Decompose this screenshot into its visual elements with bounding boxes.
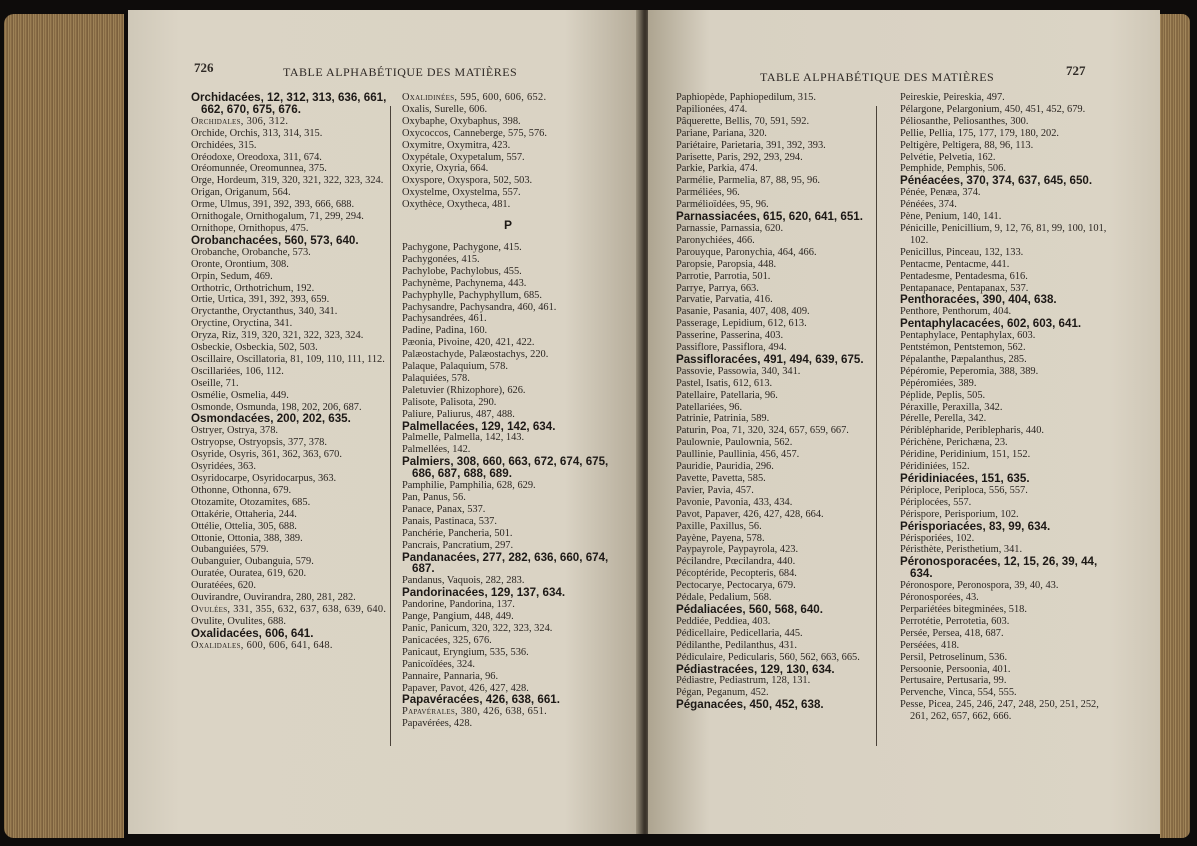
index-entry: Pannaire, Pannaria, 96. bbox=[402, 670, 499, 682]
index-entry: Orpin, Sedum, 469. bbox=[191, 270, 273, 282]
index-entry: Pécoptéride, Pecopteris, 684. bbox=[676, 568, 797, 580]
index-entry: Oscillariées, 106, 112. bbox=[191, 365, 284, 377]
index-entry: Panais, Pastinaca, 537. bbox=[402, 515, 497, 527]
index-entry: Orchidacées, 12, 312, 313, 636, 661, 662, 670, 675, 676. bbox=[191, 91, 387, 116]
index-entry: Pellie, Pellia, 175, 177, 179, 180, 202. bbox=[900, 127, 1060, 139]
index-entry: Péronosporacées, 12, 15, 26, 39, 44, 634. bbox=[900, 555, 1098, 581]
index-entry: Pachygone, Pachygone, 415. bbox=[402, 241, 522, 253]
index-entry: Oxymitre, Oxymitra, 423. bbox=[402, 139, 511, 151]
index-entry: Ouratéées, 620. bbox=[191, 580, 256, 592]
left-col-2 bbox=[402, 92, 614, 730]
index-entry: Orme, Ulmus, 391, 392, 393, 666, 688. bbox=[191, 199, 355, 211]
index-entry: Périspore, Perisporium, 102. bbox=[900, 508, 1019, 520]
index-entry: Osyridocarpe, Osyridocarpus, 363. bbox=[191, 473, 337, 484]
index-entry: Panchérie, Pancheria, 501. bbox=[402, 527, 513, 539]
index-entry: Payène, Payena, 578. bbox=[676, 532, 765, 544]
index-entry: Penicillus, Pinceau, 132, 133. bbox=[900, 246, 1024, 258]
index-entry: Oxalidales, 600, 606, 641, 648. bbox=[191, 639, 333, 651]
index-entry: Orobanchacées, 560, 573, 640. bbox=[191, 233, 359, 247]
index-entry: Oxalidacées, 606, 641. bbox=[191, 626, 314, 640]
index-entry: Oscillaire, Oscillatoria, 81, 109, 110, 111, 112. bbox=[191, 353, 385, 365]
index-entry: Pandanus, Vaquois, 282, 283. bbox=[402, 575, 525, 587]
index-entry: Padine, Padina, 160. bbox=[402, 325, 488, 337]
index-entry: Périplocées, 557. bbox=[900, 496, 972, 508]
index-entry: Parnassie, Parnassia, 620. bbox=[676, 222, 784, 234]
index-entry: Pépéromie, Peperomia, 388, 389. bbox=[900, 365, 1039, 377]
right-page-edges bbox=[1160, 14, 1190, 838]
index-entry: Parvatie, Parvatia, 416. bbox=[676, 294, 773, 306]
index-entry: Périblépharide, Periblepharis, 440. bbox=[900, 425, 1044, 437]
index-entry: Panic, Panicum, 320, 322, 323, 324. bbox=[402, 622, 553, 634]
index-entry: Péridiniées, 152. bbox=[900, 461, 970, 473]
column-rule bbox=[876, 106, 877, 746]
left-page-number: 726 bbox=[194, 60, 214, 75]
index-entry: Pertusaire, Pertusaria, 99. bbox=[900, 675, 1007, 687]
index-entry: Papaver, Pavot, 426, 427, 428. bbox=[402, 682, 529, 694]
right-col-1 bbox=[676, 92, 888, 711]
index-entry: Palaquiées, 578. bbox=[402, 372, 470, 384]
index-entry: Pariane, Pariana, 320. bbox=[676, 127, 767, 139]
index-entry: Pégan, Peganum, 452. bbox=[676, 687, 769, 699]
index-entry: Pentaphylace, Pentaphylax, 603. bbox=[900, 330, 1036, 342]
index-entry: Palmellées, 142. bbox=[402, 444, 471, 456]
index-entry: Panicacées, 325, 676. bbox=[402, 634, 492, 646]
index-entry: Ortie, Urtica, 391, 392, 393, 659. bbox=[191, 294, 330, 306]
index-entry: Osbeckie, Osbeckia, 502, 503. bbox=[191, 342, 318, 354]
index-entry: Pentapanace, Pentapanax, 537. bbox=[900, 282, 1029, 294]
index-entry: Oxyspore, Oxyspora, 502, 503. bbox=[402, 175, 533, 187]
index-entry: Origan, Origanum, 564. bbox=[191, 187, 291, 199]
index-entry: Pariétaire, Parietaria, 391, 392, 393. bbox=[676, 139, 826, 151]
index-entry: Palmellacées, 129, 142, 634. bbox=[402, 419, 556, 433]
index-entry: Péronosporées, 43. bbox=[900, 592, 979, 604]
index-entry: Oryza, Riz, 319, 320, 321, 322, 323, 324. bbox=[191, 330, 364, 342]
index-entry: Patrinie, Patrinia, 589. bbox=[676, 413, 770, 425]
index-entry: Ostryer, Ostrya, 378. bbox=[191, 425, 279, 437]
index-entry: Oryctine, Oryctina, 341. bbox=[191, 318, 293, 330]
index-entry: Pépéromiées, 389. bbox=[900, 377, 977, 389]
index-entry: Oréodoxe, Oreodoxa, 311, 674. bbox=[191, 151, 322, 163]
index-entry: Parrotie, Parrotia, 501. bbox=[676, 270, 771, 282]
index-entry: Paypayrole, Paypayrola, 423. bbox=[676, 544, 799, 556]
index-entry: Oxypétale, Oxypetalum, 557. bbox=[402, 151, 525, 163]
index-entry: Parrye, Parrya, 663. bbox=[676, 282, 759, 294]
index-entry: Orchidales, 306, 312. bbox=[191, 115, 289, 127]
index-entry: Péridine, Peridinium, 151, 152. bbox=[900, 449, 1031, 461]
index-entry: Palmiers, 308, 660, 663, 672, 674, 675, 686, 687, 688, 689. bbox=[402, 455, 609, 481]
index-entry: Pachygonées, 415. bbox=[402, 253, 480, 265]
index-entry: Parméliées, 96. bbox=[676, 187, 740, 199]
index-entry: Parouyque, Paronychia, 464, 466. bbox=[676, 246, 817, 258]
index-entry: Paturin, Poa, 71, 320, 324, 657, 659, 667. bbox=[676, 425, 849, 437]
left-col-1 bbox=[191, 92, 403, 652]
index-entry: Osmélie, Osmelia, 449. bbox=[191, 389, 289, 401]
index-entry: Pastel, Isatis, 612, 613. bbox=[676, 377, 773, 389]
index-entry: Pénée, Penæa, 374. bbox=[900, 187, 981, 199]
index-entry: Orchide, Orchis, 313, 314, 315. bbox=[191, 127, 323, 139]
right-page-number: 727 bbox=[1066, 63, 1086, 78]
index-entry: Pavette, Pavetta, 585. bbox=[676, 473, 766, 484]
index-entry: Passifloracées, 491, 494, 639, 675. bbox=[676, 352, 864, 366]
index-entry: Ovulées, 331, 355, 632, 637, 638, 639, 640. bbox=[191, 603, 387, 615]
index-entry: Orchidées, 315. bbox=[191, 139, 257, 151]
index-entry: Panicoïdées, 324. bbox=[402, 658, 476, 670]
index-entry: Oxyrie, Oxyria, 664. bbox=[402, 163, 489, 175]
index-entry: Pélargone, Pelargonium, 450, 451, 452, 679. bbox=[900, 103, 1086, 115]
index-entry: Oseille, 71. bbox=[191, 377, 239, 389]
index-entry: Pavier, Pavia, 457. bbox=[676, 484, 754, 496]
index-entry: Périchène, Perichæna, 23. bbox=[900, 437, 1008, 449]
index-entry: Perpariétées bitegminées, 518. bbox=[900, 603, 1027, 615]
index-entry: Oxybaphe, Oxybaphus, 398. bbox=[402, 115, 521, 127]
index-entry: Orge, Hordeum, 319, 320, 321, 322, 323, 324. bbox=[191, 175, 384, 187]
index-entry: Périploce, Periploca, 556, 557. bbox=[900, 484, 1028, 496]
index-entry: Osyridées, 363. bbox=[191, 461, 256, 473]
index-entry: Péliosanthe, Peliosanthes, 300. bbox=[900, 115, 1029, 127]
index-entry: Périsporiacées, 83, 99, 634. bbox=[900, 519, 1051, 533]
index-entry: Perséées, 418. bbox=[900, 639, 960, 651]
index-entry: Ouvirandre, Ouvirandra, 280, 281, 282. bbox=[191, 592, 356, 604]
index-entry: Pervenche, Vinca, 554, 555. bbox=[900, 687, 1017, 699]
index-entry: Peddiée, Peddiea, 403. bbox=[676, 615, 771, 627]
index-entry: Pédiculaire, Pedicularis, 560, 562, 663, 665. bbox=[676, 651, 860, 663]
index-entry: Passiflore, Passiflora, 494. bbox=[676, 342, 787, 354]
index-entry: Oronte, Orontium, 308. bbox=[191, 258, 289, 270]
index-entry: Passovie, Passowia, 340, 341. bbox=[676, 365, 801, 377]
index-entry: Ottonie, Ottonia, 388, 389. bbox=[191, 532, 303, 544]
right-col-2 bbox=[900, 92, 1112, 723]
index-entry: Pédiastracées, 129, 130, 634. bbox=[676, 662, 835, 676]
index-entry: Panace, Panax, 537. bbox=[402, 503, 486, 515]
index-entry: Pédiastre, Pediastrum, 128, 131. bbox=[676, 675, 811, 687]
index-entry: Palæostachyde, Palæostachys, 220. bbox=[402, 349, 549, 361]
index-entry: Pavonie, Pavonia, 433, 434. bbox=[676, 496, 793, 508]
index-entry: Péronospore, Peronospora, 39, 40, 43. bbox=[900, 580, 1059, 592]
index-entry: Palmelle, Palmella, 142, 143. bbox=[402, 432, 525, 444]
index-entry: Ornithope, Ornithopus, 475. bbox=[191, 222, 309, 234]
index-entry: Pavot, Papaver, 426, 427, 428, 664. bbox=[676, 508, 824, 520]
index-entry: Oubanguier, Oubanguia, 579. bbox=[191, 556, 314, 568]
index-entry: Pandorinacées, 129, 137, 634. bbox=[402, 586, 566, 600]
right-page-header: TABLE ALPHABÉTIQUE DES MATIÈRES bbox=[760, 70, 995, 84]
index-entry: Othonne, Othonna, 679. bbox=[191, 484, 292, 496]
index-entry: Pène, Penium, 140, 141. bbox=[900, 211, 1002, 223]
index-entry: Pédicellaire, Pedicellaria, 445. bbox=[676, 627, 803, 639]
index-entry: Péraxille, Peraxilla, 342. bbox=[900, 401, 1003, 413]
index-entry: Patellaire, Patellaria, 96. bbox=[676, 389, 778, 401]
index-entry: Osmondacées, 200, 202, 635. bbox=[191, 412, 351, 426]
index-entry: Paropsie, Paropsia, 448. bbox=[676, 258, 777, 270]
index-entry: Pentaphylacacées, 602, 603, 641. bbox=[900, 317, 1082, 331]
index-entry: Pachysandre, Pachysandra, 460, 461. bbox=[402, 301, 557, 313]
index-entry: Pénéées, 374. bbox=[900, 199, 957, 211]
left-page-header: TABLE ALPHABÉTIQUE DES MATIÈRES bbox=[283, 65, 518, 79]
index-entry: Ottélie, Ottelia, 305, 688. bbox=[191, 520, 297, 532]
index-entry: Parmélioïdées, 95, 96. bbox=[676, 199, 769, 211]
index-entry: Passerage, Lepidium, 612, 613. bbox=[676, 318, 807, 330]
index-entry: Ottakérie, Ottaheria, 244. bbox=[191, 508, 297, 520]
index-entry: Panicaut, Eryngium, 535, 536. bbox=[402, 646, 529, 658]
index-entry: Pécilandre, Pœcilandra, 440. bbox=[676, 556, 796, 568]
index-entry: Oxystelme, Oxystelma, 557. bbox=[402, 187, 521, 199]
index-entry: Oxalis, Surelle, 606. bbox=[402, 103, 488, 115]
section-letter: P bbox=[503, 218, 512, 233]
index-entry: Ovulite, Ovulites, 688. bbox=[191, 615, 286, 627]
index-entry: Patellariées, 96. bbox=[676, 401, 743, 413]
index-entry: Paletuvier (Rhizophore), 626. bbox=[402, 384, 526, 396]
right-page bbox=[648, 10, 1160, 834]
index-entry: Pauridie, Pauridia, 296. bbox=[676, 461, 774, 473]
index-entry: Pandorine, Pandorina, 137. bbox=[402, 599, 515, 611]
index-entry: Pédaliacées, 560, 568, 640. bbox=[676, 602, 823, 616]
index-entry: Orthotric, Orthotrichum, 192. bbox=[191, 282, 315, 294]
index-entry: Parisette, Paris, 292, 293, 294. bbox=[676, 151, 803, 163]
index-entry: Peireskie, Peireskia, 497. bbox=[900, 92, 1005, 103]
index-entry: Ornithogale, Ornithogalum, 71, 299, 294. bbox=[191, 211, 364, 223]
index-entry: Péplide, Peplis, 505. bbox=[900, 389, 986, 401]
index-entry: Pachylobe, Pachylobus, 455. bbox=[402, 265, 522, 277]
index-entry: Péristhète, Peristhetium, 341. bbox=[900, 544, 1023, 556]
index-entry: Pentacme, Pentacme, 441. bbox=[900, 258, 1010, 270]
index-entry: Persée, Persea, 418, 687. bbox=[900, 627, 1004, 639]
index-entry: Otozamite, Otozamites, 685. bbox=[191, 496, 311, 508]
index-entry: Papilionées, 474. bbox=[676, 103, 748, 115]
index-entry: Palaque, Palaquium, 578. bbox=[402, 361, 508, 373]
index-entry: Pelvétie, Pelvetia, 162. bbox=[900, 151, 996, 163]
index-entry: Pâquerette, Bellis, 70, 591, 592. bbox=[676, 115, 810, 127]
index-entry: Pasanie, Pasania, 407, 408, 409. bbox=[676, 306, 810, 318]
index-entry: Pentstémon, Pentstemon, 562. bbox=[900, 342, 1026, 354]
index-entry: Périsporiées, 102. bbox=[900, 532, 975, 544]
index-entry: Péridiniacées, 151, 635. bbox=[900, 472, 1030, 485]
index-entry: Papavérées, 428. bbox=[402, 718, 473, 730]
left-page bbox=[128, 10, 642, 834]
index-entry: Pancrais, Pancratium, 297. bbox=[402, 539, 514, 551]
index-entry: Oréomunnée, Oreomunnea, 375. bbox=[191, 163, 327, 175]
index-entry: Paxille, Paxillus, 56. bbox=[676, 520, 762, 532]
index-entry: Pandanacées, 277, 282, 636, 660, 674, 687. bbox=[402, 550, 609, 576]
index-entry: Parnassiacées, 615, 620, 641, 651. bbox=[676, 210, 863, 224]
index-entry: Pachynème, Pachynema, 443. bbox=[402, 277, 527, 289]
index-entry: Pédilanthe, Pedilanthus, 431. bbox=[676, 639, 797, 651]
index-entry: Paulownie, Paulownia, 562. bbox=[676, 437, 793, 449]
index-entry: Pénéacées, 370, 374, 637, 645, 650. bbox=[900, 174, 1093, 188]
index-entry: Orobanche, Orobanche, 573. bbox=[191, 246, 311, 258]
left-col-2-p-entries bbox=[402, 242, 614, 730]
index-entry: Pan, Panus, 56. bbox=[402, 492, 466, 503]
index-entry: Ouratée, Ouratea, 619, 620. bbox=[191, 568, 307, 580]
index-entry: Pemphide, Pemphis, 506. bbox=[900, 163, 1006, 175]
index-entry: Pédale, Pedalium, 568. bbox=[676, 592, 772, 604]
index-entry: Penthore, Penthorum, 404. bbox=[900, 306, 1012, 318]
index-entry: Ostryopse, Ostryopsis, 377, 378. bbox=[191, 437, 327, 449]
index-entry: Paphiopède, Paphiopedilum, 315. bbox=[676, 92, 816, 103]
index-entry: Papavéracées, 426, 638, 661. bbox=[402, 693, 560, 707]
index-entry: Passerine, Passerina, 403. bbox=[676, 330, 784, 342]
index-entry: Papavérales, 380, 426, 638, 651. bbox=[402, 706, 548, 718]
index-entry: Penthoracées, 390, 404, 638. bbox=[900, 293, 1057, 307]
index-entry: Perrotétie, Perrotetia, 603. bbox=[900, 615, 1010, 627]
index-entry: Pénicille, Penicillium, 9, 12, 76, 81, 99, 100, 101, 102. bbox=[900, 222, 1107, 246]
index-entry: Peltigère, Peltigera, 88, 96, 113. bbox=[900, 139, 1034, 151]
index-entry: Pesse, Picea, 245, 246, 247, 248, 250, 251, 252, 261, 262, 657, 662, 666. bbox=[900, 699, 1099, 723]
index-entry: Pachyphylle, Pachyphyllum, 685. bbox=[402, 289, 542, 301]
index-entry: Oryctanthe, Oryctanthus, 340, 341. bbox=[191, 306, 338, 318]
index-entry: Péganacées, 450, 452, 638. bbox=[676, 698, 824, 712]
index-entry: Oubanguiées, 579. bbox=[191, 544, 269, 556]
index-entry: Oxycoccos, Canneberge, 575, 576. bbox=[402, 127, 547, 139]
index-entry: Pentadesme, Pentadesma, 616. bbox=[900, 270, 1028, 282]
index-entry: Persil, Petroselinum, 536. bbox=[900, 651, 1008, 663]
index-entry: Parkie, Parkia, 474. bbox=[676, 163, 758, 175]
index-entry: Paullinie, Paullinia, 456, 457. bbox=[676, 449, 800, 461]
index-entry: Pachysandrées, 461. bbox=[402, 313, 487, 325]
index-entry: Pange, Pangium, 448, 449. bbox=[402, 611, 514, 623]
column-rule bbox=[390, 106, 391, 746]
left-col-2-o-entries bbox=[402, 92, 614, 211]
index-entry: Pépalanthe, Pæpalanthus, 285. bbox=[900, 353, 1027, 365]
index-entry: Osmonde, Osmunda, 198, 202, 206, 687. bbox=[191, 401, 362, 413]
index-entry: Osyride, Osyris, 361, 362, 363, 670. bbox=[191, 449, 342, 461]
index-entry: Paliure, Paliurus, 487, 488. bbox=[402, 408, 515, 420]
index-entry: Pérelle, Perella, 342. bbox=[900, 413, 987, 425]
index-entry: Pamphilie, Pamphilia, 628, 629. bbox=[402, 480, 536, 492]
index-entry: Parmélie, Parmelia, 87, 88, 95, 96. bbox=[676, 175, 820, 187]
index-entry: Palisote, Palisota, 290. bbox=[402, 396, 497, 408]
index-entry: Persoonie, Persoonia, 401. bbox=[900, 663, 1011, 675]
index-entry: Oxalidinées, 595, 600, 606, 652. bbox=[402, 92, 547, 103]
index-entry: Paronychiées, 466. bbox=[676, 234, 755, 246]
left-page-edges bbox=[4, 14, 124, 838]
index-entry: Oxythèce, Oxytheca, 481. bbox=[402, 199, 511, 211]
index-entry: Pæonia, Pivoine, 420, 421, 422. bbox=[402, 337, 535, 349]
index-entry: Pectocarye, Pectocarya, 679. bbox=[676, 580, 796, 592]
